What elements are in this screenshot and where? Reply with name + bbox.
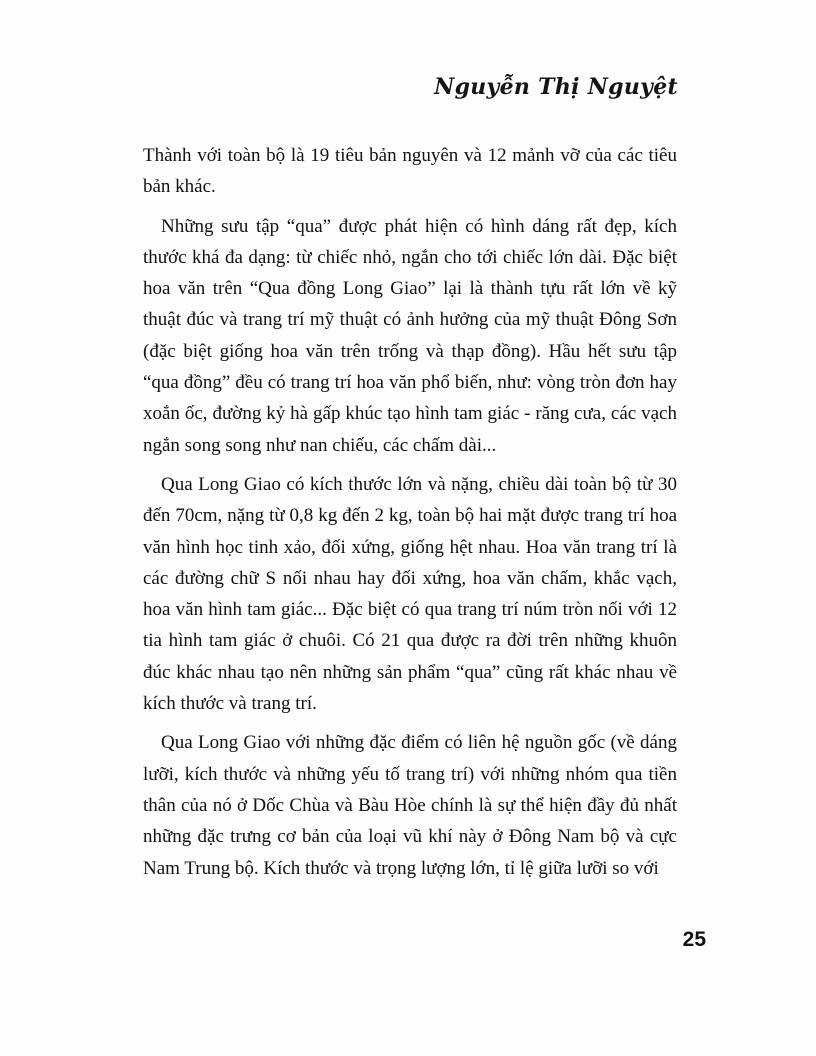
paragraph: Những sưu tập “qua” được phát hiện có hình dáng rất đẹp, kích thước khá đa dạng: từ chiếc nhỏ, ngắn cho tới chiếc lớn dài. Đặc biệt hoa văn trên “Qua đồng Long Giao” lại là thành tựu rất lớn về kỹ thuật đúc và trang trí mỹ thuật có ảnh hưởng của mỹ thuật Đông Sơn (đặc biệt giống hoa văn trên trống và thạp đồng). Hầu hết sưu tập “qua đồng” đều có trang trí hoa văn phổ biến, như: vòng tròn đơn hay xoắn ốc, đường kỷ hà gấp khúc tạo hình tam giác - răng cưa, các vạch ngắn song song như nan chiếu, các chấm dài... [143,215,677,456]
page-number: 25 [682,928,706,951]
paragraph: Qua Long Giao có kích thước lớn và nặng, chiều dài toàn bộ từ 30 đến 70cm, nặng từ 0,8 kg đến 2 kg, toàn bộ hai mặt được trang trí hoa văn hình học tinh xảo, đối xứng, giống hệt nhau. Hoa văn trang trí là các đường chữ S nối nhau hay đối xứng, hoa văn chấm, khắc vạch, hoa văn hình tam giác... Đặc biệt có qua trang trí núm tròn nối với 12 tia hình tam giác ở chuôi. Có 21 qua được ra đời trên những khuôn đúc khác nhau tạo nên những sản phẩm “qua” cũng rất khác nhau về kích thước và trang trí. [143,473,677,715]
running-header-author: Nguyễn Thị Nguyệt [434,74,678,100]
paragraph: Qua Long Giao với những đặc điểm có liên hệ nguồn gốc (về dáng lưỡi, kích thước và những yếu tố trang trí) với những nhóm qua tiền thân của nó ở Dốc Chùa và Bàu Hòe chính là sự thể hiện đầy đủ nhất những đặc trưng cơ bản của loại vũ khí này ở Đông Nam bộ và cực Nam Trung bộ. Kích thước và trọng lượng lớn, tỉ lệ giữa lưỡi so với [143,732,677,879]
paragraph-continuation: Thành với toàn bộ là 19 tiêu bản nguyên và 12 mảnh vỡ của các tiêu bản khác. [143,145,677,198]
body-text [143,140,677,892]
